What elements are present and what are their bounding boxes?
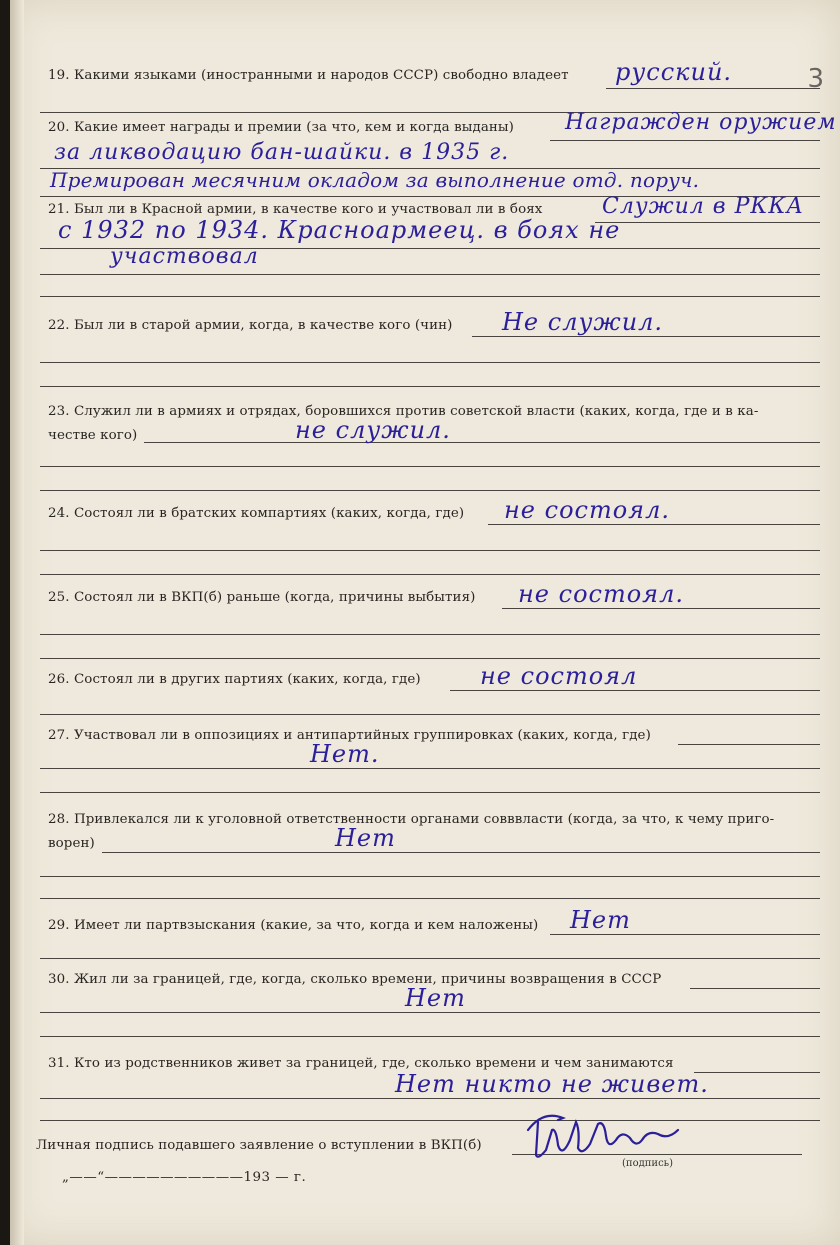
answer-29: Нет — [570, 906, 631, 934]
answer-line — [678, 744, 820, 745]
question-29: 29. Имеет ли партвзыскания (какие, за что, когда и кем наложены) — [48, 918, 539, 933]
answer-31: Нет никто не живет. — [395, 1070, 709, 1098]
answer-line — [40, 658, 820, 659]
answer-line — [40, 386, 820, 387]
answer-line — [40, 296, 820, 297]
page-number: 3 — [807, 64, 824, 94]
answer-line — [40, 792, 820, 793]
question-28-line-2: ворен) — [48, 836, 95, 851]
question-23-line-1: 23. Служил ли в армиях и отрядах, боровшихся против советской власти (каких, когда, где и в ка- — [48, 404, 759, 419]
answer-line — [144, 442, 820, 443]
answer-line — [472, 336, 820, 337]
answer-line — [550, 140, 820, 141]
answer-30: Нет — [405, 984, 466, 1012]
answer-27: Нет. — [310, 740, 380, 768]
answer-20-line-1: Награжден оружием — [565, 110, 837, 135]
question-25: 25. Состоял ли в ВКП(б) раньше (когда, причины выбытия) — [48, 590, 476, 605]
answer-line — [450, 690, 820, 691]
answer-line — [606, 88, 820, 89]
answer-line — [40, 714, 820, 715]
signature-caption: (подпись) — [622, 1158, 674, 1169]
date-line: „——“——————————193 — г. — [62, 1170, 307, 1185]
answer-line — [40, 362, 820, 363]
answer-line — [40, 574, 820, 575]
answer-line — [40, 1036, 820, 1037]
answer-line — [40, 1120, 820, 1121]
answer-20-line-3: Премирован месячним окладом за выполнение отд. поруч. — [50, 168, 700, 192]
answer-19: русский. — [615, 58, 733, 86]
answer-20-line-2: за ликводацию бан-шайки. в 1935 г. — [54, 140, 510, 165]
signature-label: Личная подпись подавшего заявление о вступлении в ВКП(б) — [36, 1138, 482, 1153]
question-28-line-1: 28. Привлекался ли к уголовной ответственности органами совввласти (когда, за что, к чему приго- — [48, 812, 775, 827]
answer-line — [550, 934, 820, 935]
answer-line — [488, 524, 820, 525]
answer-line — [40, 550, 820, 551]
answer-21-line-2: с 1932 по 1934. Красноармеец. в боях не — [58, 216, 621, 244]
question-27: 27. Участвовал ли в оппозициях и антипартийных группировках (каких, когда, где) — [48, 728, 651, 743]
answer-line — [40, 274, 820, 275]
question-20: 20. Какие имеет награды и премии (за что, кем и когда выданы) — [48, 120, 515, 135]
answer-line — [102, 852, 820, 853]
answer-21-line-1: Служил в РККА — [602, 194, 805, 219]
question-19: 19. Какими языками (иностранными и народов СССР) свободно владеет — [48, 68, 569, 83]
answer-line — [40, 958, 820, 959]
answer-line — [40, 898, 820, 899]
question-30: 30. Жил ли за границей, где, когда, сколько времени, причины возвращения в СССР — [48, 972, 662, 987]
answer-line — [595, 222, 820, 223]
answer-line — [40, 1098, 820, 1099]
question-21: 21. Был ли в Красной армии, в качестве кого и участвовал ли в боях — [48, 202, 543, 217]
question-31: 31. Кто из родственников живет за границей, где, сколько времени и чем занимаются — [48, 1056, 674, 1071]
question-24: 24. Состоял ли в братских компартиях (каких, когда, где) — [48, 506, 465, 521]
answer-line — [40, 768, 820, 769]
question-22: 22. Был ли в старой армии, когда, в качестве кого (чин) — [48, 318, 453, 333]
question-23-line-2: честве кого) — [48, 428, 138, 443]
answer-25: не состоял. — [518, 580, 684, 608]
answer-line — [690, 988, 820, 989]
answer-22: Не служил. — [502, 308, 664, 336]
page-fold — [10, 0, 24, 1245]
answer-21-line-3: участвовал — [110, 244, 259, 269]
answer-26: не состоял — [480, 662, 638, 690]
answer-24: не состоял. — [504, 496, 670, 524]
answer-23: не служил. — [295, 416, 451, 444]
answer-line — [502, 608, 820, 609]
answer-28: Нет — [335, 824, 396, 852]
answer-line — [40, 466, 820, 467]
answer-line — [40, 1012, 820, 1013]
answer-line — [40, 490, 820, 491]
question-26: 26. Состоял ли в других партиях (каких, когда, где) — [48, 672, 421, 687]
answer-line — [694, 1072, 820, 1073]
answer-line — [40, 634, 820, 635]
form-page — [10, 0, 840, 1245]
answer-line — [40, 876, 820, 877]
